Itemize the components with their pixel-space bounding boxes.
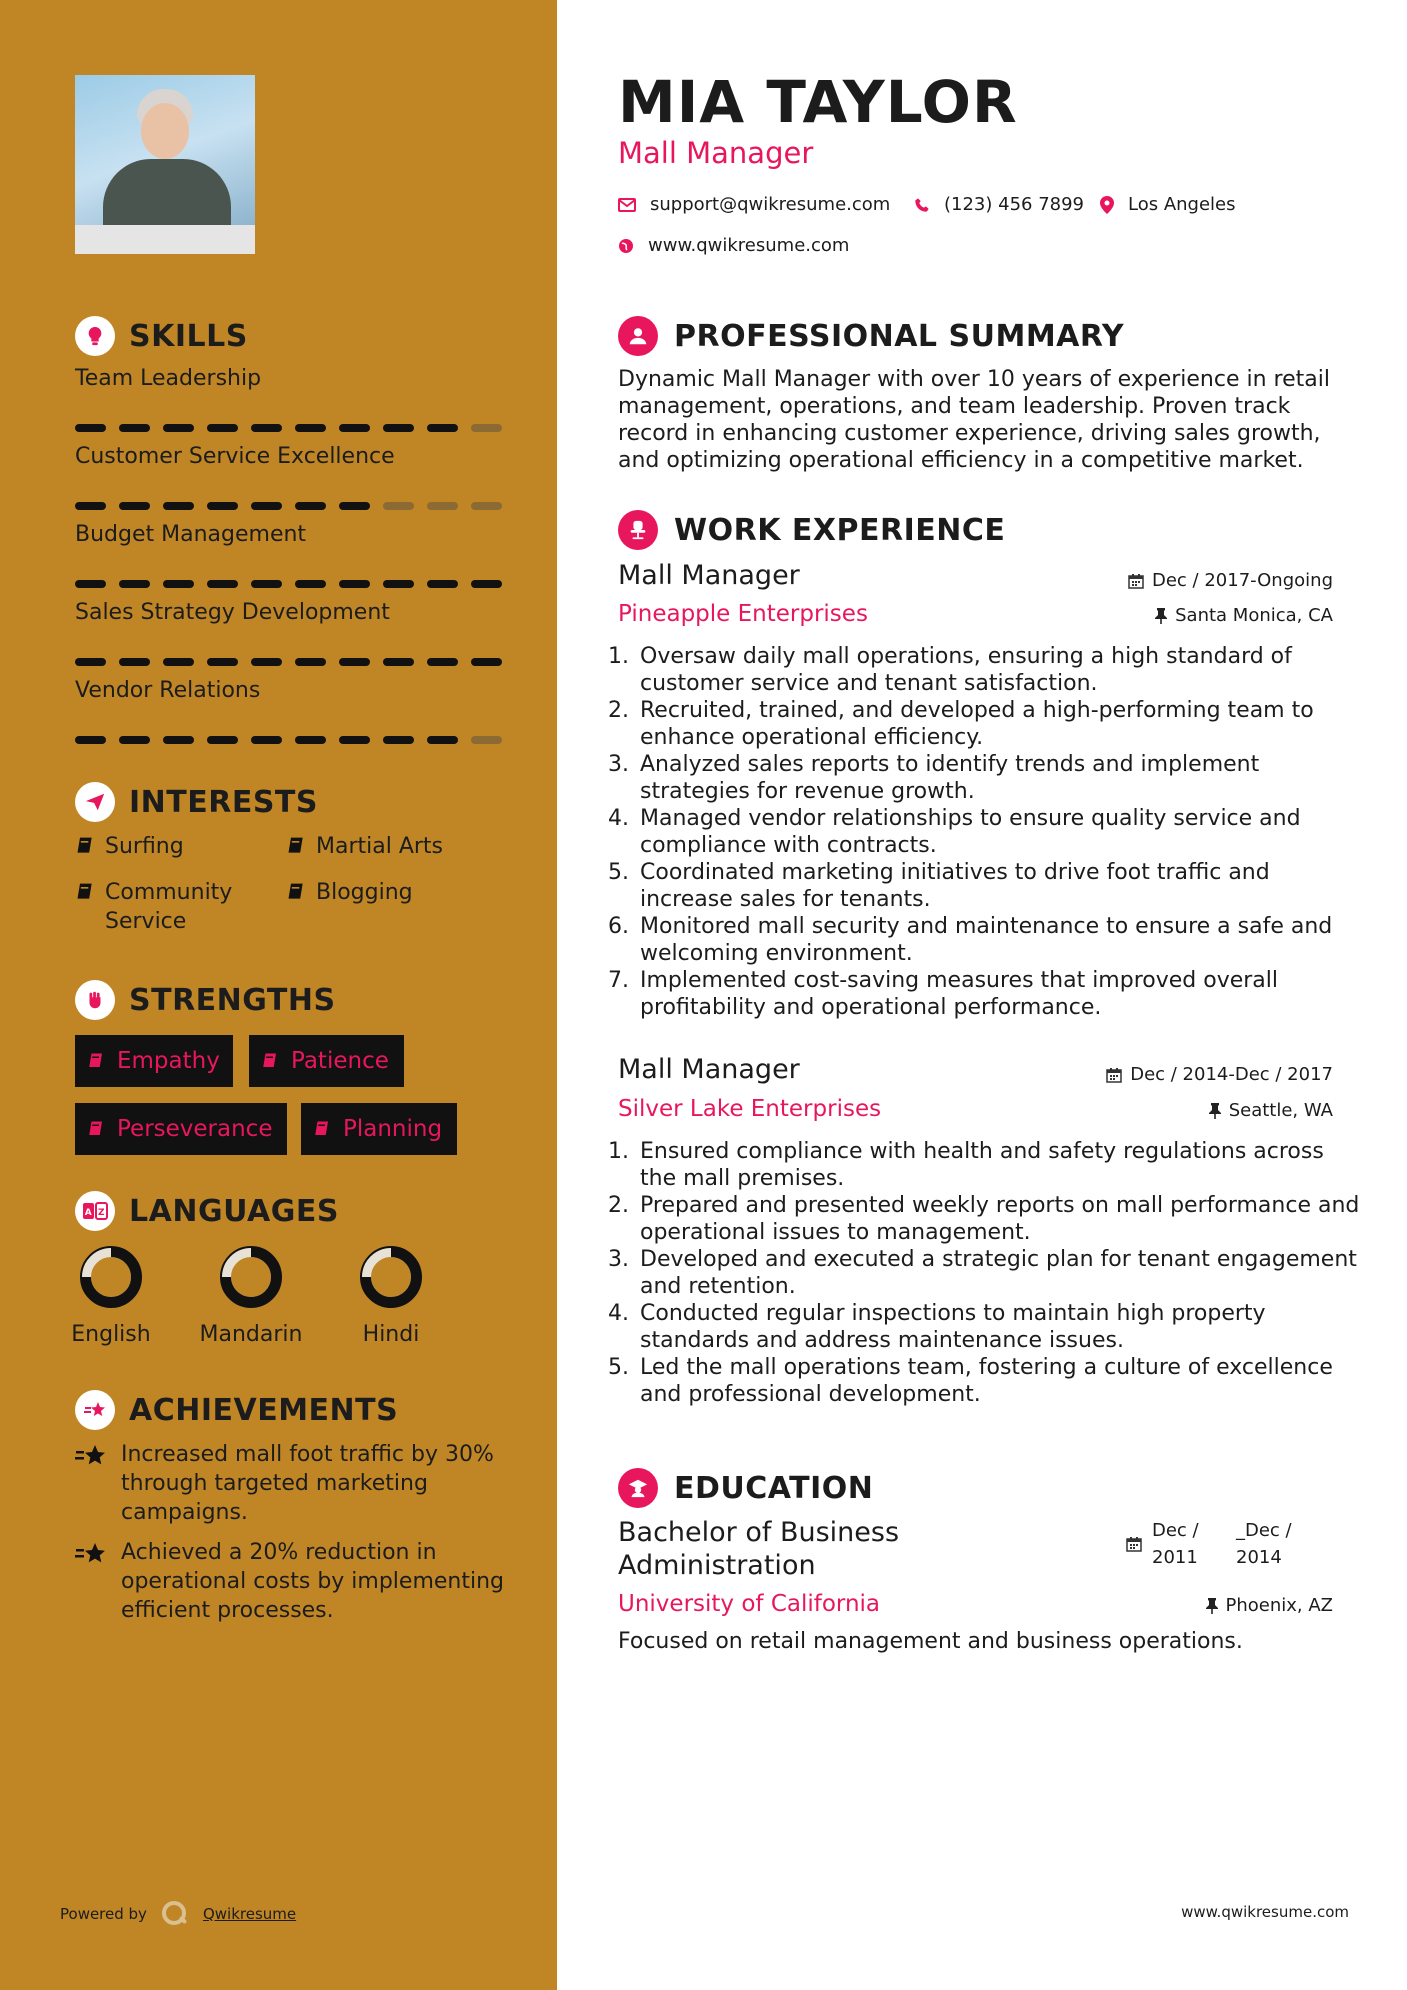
education-heading: EDUCATION (618, 1468, 873, 1508)
qwikresume-link[interactable]: Qwikresume (202, 1905, 297, 1923)
list-item: 3. Analyzed sales reports to identify trends and implement strategies for revenue growth. (636, 751, 1366, 805)
language-level-ring (220, 1246, 282, 1308)
skill-dash-empty (471, 736, 502, 744)
book-icon (75, 836, 95, 856)
language-level-ring (360, 1246, 422, 1308)
language-name: English (71, 1322, 151, 1347)
skill-dash-filled (207, 580, 238, 588)
book-icon (87, 1120, 105, 1138)
svg-text:Z: Z (97, 1208, 106, 1218)
powered-by: Powered by Qwikresume (60, 1900, 296, 1928)
skills-heading (75, 316, 248, 356)
skill-dash-filled (207, 658, 238, 666)
shooting-star-icon (75, 1390, 115, 1430)
skill-item (75, 366, 505, 432)
user-icon (618, 316, 658, 356)
job-location: Seattle, WA (1209, 1100, 1333, 1121)
achievement-item: Increased mall foot traffic by 30% through targeted marketing campaigns. (75, 1440, 515, 1527)
globe-icon (618, 238, 634, 254)
skill-dash-empty (427, 502, 458, 510)
book-icon (75, 882, 95, 902)
skill-dash-filled (75, 502, 106, 510)
lightbulb-icon (75, 316, 115, 356)
contact-website[interactable]: www.qwikresume.com (618, 235, 849, 256)
skill-dash-filled (119, 658, 150, 666)
list-item: 7. Implemented cost-saving measures that improved overall profitability and operational performance. (636, 967, 1366, 1021)
skill-dash-filled (207, 736, 238, 744)
interests-title: INTERESTS (129, 784, 318, 820)
skill-dash-filled (251, 424, 282, 432)
interest-item: Martial Arts (286, 832, 456, 861)
list-item: 1. Ensured compliance with health and safety regulations across the mall premises. (636, 1138, 1366, 1192)
education-location: Phoenix, AZ (1206, 1595, 1334, 1616)
job-company: Pineapple Enterprises (618, 601, 868, 627)
achievements-title: ACHIEVEMENTS (129, 1392, 399, 1428)
book-icon (286, 882, 306, 902)
job-location: Santa Monica, CA (1155, 605, 1333, 626)
svg-text:A: A (84, 1208, 93, 1218)
skill-name: Budget Management (75, 522, 307, 547)
language-item (56, 1246, 166, 1347)
skill-dash-filled (383, 580, 414, 588)
skill-dash-filled (383, 736, 414, 744)
language-name: Mandarin (199, 1322, 303, 1347)
strength-badge: Planning (301, 1103, 457, 1155)
map-pin-icon (1100, 196, 1114, 214)
candidate-role: Mall Manager (618, 136, 814, 170)
interest-item: Surfing (75, 832, 245, 861)
skill-dash-filled (427, 424, 458, 432)
skill-dash-filled (339, 424, 370, 432)
raised-fist-icon (75, 980, 115, 1020)
skill-level-bar (75, 658, 505, 666)
skill-dash-filled (163, 580, 194, 588)
calendar-icon (1128, 573, 1144, 589)
list-item: 4. Conducted regular inspections to maintain high property standards and address maintenance issues. (636, 1300, 1366, 1354)
interest-item: Blogging (286, 878, 456, 907)
skill-dash-filled (471, 658, 502, 666)
skill-dash-filled (75, 580, 106, 588)
paper-plane-icon (75, 782, 115, 822)
interest-item: Community Service (75, 878, 245, 936)
skill-item (75, 600, 505, 666)
skill-dash-empty (471, 424, 502, 432)
phone-icon (914, 197, 930, 213)
skill-level-bar (75, 502, 505, 510)
summary-heading: PROFESSIONAL SUMMARY (618, 316, 1124, 356)
list-item: 4. Managed vendor relationships to ensure quality service and compliance with contracts. (636, 805, 1366, 859)
skill-dash-filled (251, 580, 282, 588)
job-responsibilities (612, 1138, 1366, 1408)
skill-dash-filled (163, 736, 194, 744)
calendar-icon (1126, 1536, 1142, 1552)
experience-heading: WORK EXPERIENCE (618, 510, 1005, 550)
strengths-heading (75, 980, 336, 1020)
skill-dash-filled (295, 736, 326, 744)
graduate-icon (618, 1468, 658, 1508)
skill-dash-filled (251, 658, 282, 666)
strength-badge: Empathy (75, 1035, 233, 1087)
skill-name: Team Leadership (75, 366, 262, 391)
language-item (196, 1246, 306, 1347)
skill-dash-filled (383, 424, 414, 432)
skill-dash-filled (119, 424, 150, 432)
job-company: Silver Lake Enterprises (618, 1096, 882, 1122)
book-icon (261, 1052, 279, 1070)
language-name: Hindi (362, 1322, 420, 1347)
candidate-name: MIA TAYLOR (618, 68, 1018, 136)
skill-name: Customer Service Excellence (75, 444, 395, 469)
pushpin-icon (1209, 1103, 1221, 1119)
job-date: Dec / 2017-Ongoing (1128, 570, 1333, 591)
skill-dash-filled (471, 580, 502, 588)
list-item: 1. Oversaw daily mall operations, ensuring a high standard of customer service and tenant satisfaction. (636, 643, 1366, 697)
shooting-star-icon (75, 1443, 107, 1469)
skill-dash-filled (339, 658, 370, 666)
education-end-date: _Dec / 2014 (1236, 1520, 1292, 1568)
translate-icon (75, 1191, 115, 1231)
skill-dash-filled (163, 658, 194, 666)
skill-dash-filled (383, 658, 414, 666)
interests-heading (75, 782, 318, 822)
pushpin-icon (1206, 1598, 1218, 1614)
achievement-item: Achieved a 20% reduction in operational costs by implementing efficient processes. (75, 1538, 515, 1625)
office-chair-icon (618, 510, 658, 550)
skill-item (75, 444, 505, 510)
list-item: 2. Prepared and presented weekly reports on mall performance and operational issues to management. (636, 1192, 1366, 1246)
skill-dash-filled (163, 424, 194, 432)
skill-dash-filled (207, 424, 238, 432)
languages-heading (75, 1191, 339, 1231)
skill-name: Vendor Relations (75, 678, 261, 703)
contact-phone[interactable]: (123) 456 7899 (914, 194, 1084, 215)
skill-dash-filled (75, 736, 106, 744)
strength-badge: Perseverance (75, 1103, 287, 1155)
skill-name: Sales Strategy Development (75, 600, 390, 625)
skill-dash-filled (295, 580, 326, 588)
sidebar (0, 0, 557, 1990)
skill-level-bar (75, 580, 505, 588)
profile-photo (75, 75, 255, 254)
skill-dash-filled (163, 502, 194, 510)
skill-dash-filled (251, 502, 282, 510)
list-item: 2. Recruited, trained, and developed a high-performing team to enhance operational efficiency. (636, 697, 1366, 751)
language-level-ring (80, 1246, 142, 1308)
calendar-icon (1106, 1067, 1122, 1083)
skill-dash-filled (339, 502, 370, 510)
skill-dash-filled (295, 424, 326, 432)
education-description: Focused on retail management and business operations. (618, 1629, 1243, 1654)
skill-dash-filled (75, 658, 106, 666)
contact-location: Los Angeles (1100, 194, 1236, 215)
skill-dash-filled (339, 736, 370, 744)
skill-dash-filled (339, 580, 370, 588)
languages-title: LANGUAGES (129, 1193, 339, 1229)
list-item: 6. Monitored mall security and maintenance to ensure a safe and welcoming environment. (636, 913, 1366, 967)
pushpin-icon (1155, 608, 1167, 624)
skill-dash-filled (427, 580, 458, 588)
language-item (336, 1246, 446, 1347)
skill-dash-filled (295, 502, 326, 510)
skill-dash-empty (383, 502, 414, 510)
education-school: University of California (618, 1591, 881, 1617)
job-responsibilities (612, 643, 1366, 1021)
skill-dash-filled (75, 424, 106, 432)
skill-item (75, 522, 505, 588)
job-title: Mall Manager (618, 560, 800, 591)
job-date: Dec / 2014-Dec / 2017 (1106, 1064, 1333, 1085)
strength-badge: Patience (249, 1035, 404, 1087)
skill-item (75, 678, 505, 744)
shooting-star-icon (75, 1541, 107, 1567)
contact-email[interactable]: support@qwikresume.com (618, 194, 890, 215)
book-icon (313, 1120, 331, 1138)
skill-dash-filled (119, 580, 150, 588)
envelope-icon (618, 198, 636, 212)
skill-dash-filled (427, 736, 458, 744)
qwikresume-logo-icon (161, 1900, 189, 1928)
list-item: 3. Developed and executed a strategic plan for tenant engagement and retention. (636, 1246, 1366, 1300)
skill-level-bar (75, 736, 505, 744)
skill-dash-empty (471, 502, 502, 510)
skills-title: SKILLS (129, 318, 248, 354)
list-item: 5. Coordinated marketing initiatives to drive foot traffic and increase sales for tenants. (636, 859, 1366, 913)
skill-dash-filled (251, 736, 282, 744)
footer-website[interactable]: www.qwikresume.com (1181, 1903, 1349, 1921)
list-item: 5. Led the mall operations team, fostering a culture of excellence and professional development. (636, 1354, 1366, 1408)
skill-dash-filled (427, 658, 458, 666)
book-icon (87, 1052, 105, 1070)
education-start-date: Dec / 2011 (1152, 1520, 1199, 1568)
skill-dash-filled (207, 502, 238, 510)
achievements-heading (75, 1390, 398, 1430)
book-icon (286, 836, 306, 856)
education-degree: Bachelor of Business Administration (618, 1517, 900, 1581)
skill-dash-filled (295, 658, 326, 666)
skill-level-bar (75, 424, 505, 432)
job-title: Mall Manager (618, 1054, 800, 1085)
skill-dash-filled (119, 502, 150, 510)
strengths-title: STRENGTHS (129, 982, 336, 1018)
summary-text: Dynamic Mall Manager with over 10 years of experience in retail management, operations, and team leadership. Proven track record in enhancing customer experience, driving sales growth, and optimizing operational efficiency in a competitive market. (618, 367, 1330, 473)
skill-dash-filled (119, 736, 150, 744)
